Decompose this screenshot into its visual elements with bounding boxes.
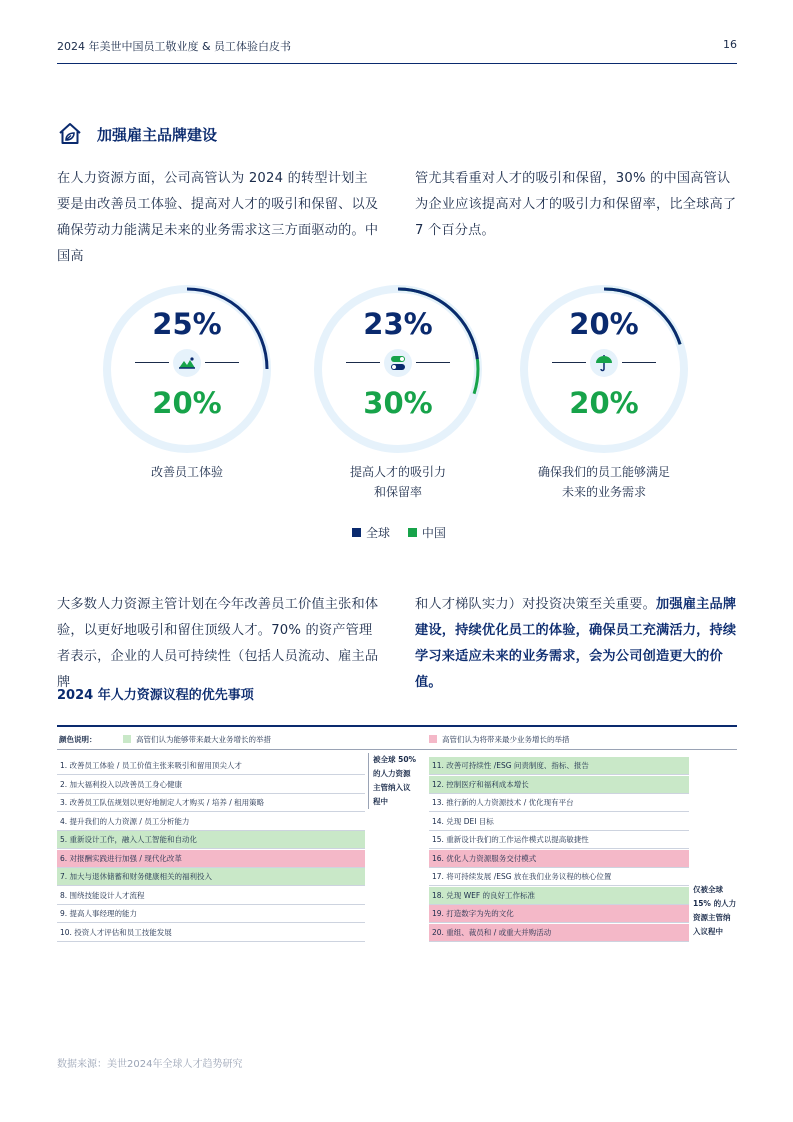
table-row: 10. 投资人才评估和员工技能发展 bbox=[57, 924, 365, 942]
donut-attract-retain bbox=[312, 283, 484, 455]
paragraph-3: 大多数人力资源主管计划在今年改善员工价值主张和体验，以更好地吸引和留住顶级人才。70% 的资产管理者表示，企业的人员可持续性（包括人员流动、雇主品牌 bbox=[57, 597, 379, 690]
landscape-icon bbox=[173, 349, 201, 377]
table-row: 8. 围绕技能设计人才流程 bbox=[57, 887, 365, 905]
donut-label: 改善员工体验 bbox=[150, 465, 223, 479]
paragraph-2: 管尤其看重对人才的吸引和保留，30% 的中国高管认为企业应该提高对人才的吸引力和保留率，比全球高了 7 个百分点。 bbox=[415, 171, 737, 238]
global-value: 23% bbox=[363, 307, 433, 341]
table-row: 16. 优化人力资源服务交付模式 bbox=[429, 850, 689, 868]
table-title: 2024 年人力资源议程的优先事项 bbox=[57, 688, 254, 703]
china-value: 30% bbox=[363, 386, 433, 420]
table-row: 6. 对报酬实践进行加强 / 现代化改革 bbox=[57, 850, 365, 868]
note-bottom-15-percent: 仅被全球 15% 的人力 资源主管纳 入议程中 bbox=[693, 885, 737, 936]
table-row: 18. 兑现 WEF 的良好工作标准 bbox=[429, 887, 689, 905]
table-row: 2. 加大福利投入以改善员工身心健康 bbox=[57, 776, 365, 794]
donut-future-needs bbox=[518, 283, 690, 455]
table-row: 1. 改善员工体验 / 员工价值主张来吸引和留用顶尖人才 bbox=[57, 757, 365, 775]
table-row: 7. 加大与退休储蓄和财务健康相关的福利投入 bbox=[57, 868, 365, 886]
donut-label: 确保我们的员工能够满足 未来的业务需求 bbox=[537, 465, 670, 499]
note-top-50-percent: 被全球 50% 的人力资源 主管纳入议 程中 bbox=[368, 753, 424, 809]
table-row: 19. 打造数字为先的文化 bbox=[429, 905, 689, 923]
table-row: 20. 重组、裁员和 / 或重大并购活动 bbox=[429, 924, 689, 942]
table-row: 11. 改善可持续性 /ESG 问责制度、指标、报告 bbox=[429, 757, 689, 775]
paragraph-4: 和人才梯队实力）对投资决策至关重要。加强雇主品牌建设，持续优化员工的体验，确保员工充满活力，持续学习来适应未来的业务需求，会为公司创造更大的价值。 bbox=[415, 597, 737, 690]
chart-legend bbox=[352, 524, 460, 541]
table-row: 13. 推行新的人力资源技术 / 优化现有平台 bbox=[429, 794, 689, 812]
table-row: 12. 控制医疗和福利成本增长 bbox=[429, 776, 689, 794]
legend-global: 全球 bbox=[352, 524, 390, 541]
page-number: 16 bbox=[723, 38, 737, 51]
china-value: 20% bbox=[152, 386, 222, 420]
section-title: 加强雇主品牌建设 bbox=[97, 126, 218, 144]
toggle-icon bbox=[384, 349, 412, 377]
data-source: 数据来源：美世2024年全球人才趋势研究 bbox=[57, 1059, 243, 1070]
table-row: 14. 兑现 DEI 目标 bbox=[429, 813, 689, 831]
document-title: 2024 年美世中国员工敬业度 & 员工体验白皮书 bbox=[57, 40, 292, 53]
table-row: 9. 提高人事经理的能力 bbox=[57, 905, 365, 923]
table-row: 5. 重新设计工作，融入人工智能和自动化 bbox=[57, 831, 365, 849]
donut-employee-experience bbox=[101, 283, 273, 455]
legend-china: 中国 bbox=[408, 524, 446, 541]
global-value: 20% bbox=[569, 307, 639, 341]
umbrella-icon bbox=[590, 349, 618, 377]
donut-label: 提高人才的吸引力 和保留率 bbox=[349, 465, 446, 499]
house-leaf-icon bbox=[57, 121, 83, 147]
page-header bbox=[57, 36, 737, 64]
color-legend: 颜色说明： 高管们认为能够带来最大业务增长的举措 高管们认为将带来最少业务增长的举措 bbox=[59, 735, 570, 744]
table-row: 17. 将可持续发展 /ESG 放在我们业务议程的核心位置 bbox=[429, 868, 689, 886]
china-value: 20% bbox=[569, 386, 639, 420]
table-row: 3. 改善员工队伍规划以更好地制定人才购买 / 培养 / 租用策略 bbox=[57, 794, 365, 812]
paragraph-1: 在人力资源方面，公司高管认为 2024 的转型计划主要是由改善员工体验、提高对人才的吸引和保留、以及确保劳动力能满足未来的业务需求这三方面驱动的。中国高 bbox=[57, 171, 379, 264]
global-value: 25% bbox=[152, 307, 222, 341]
table-row: 15. 重新设计我们的工作运作模式以提高敏捷性 bbox=[429, 831, 689, 849]
table-row: 4. 提升我们的人力资源 / 员工分析能力 bbox=[57, 813, 365, 831]
